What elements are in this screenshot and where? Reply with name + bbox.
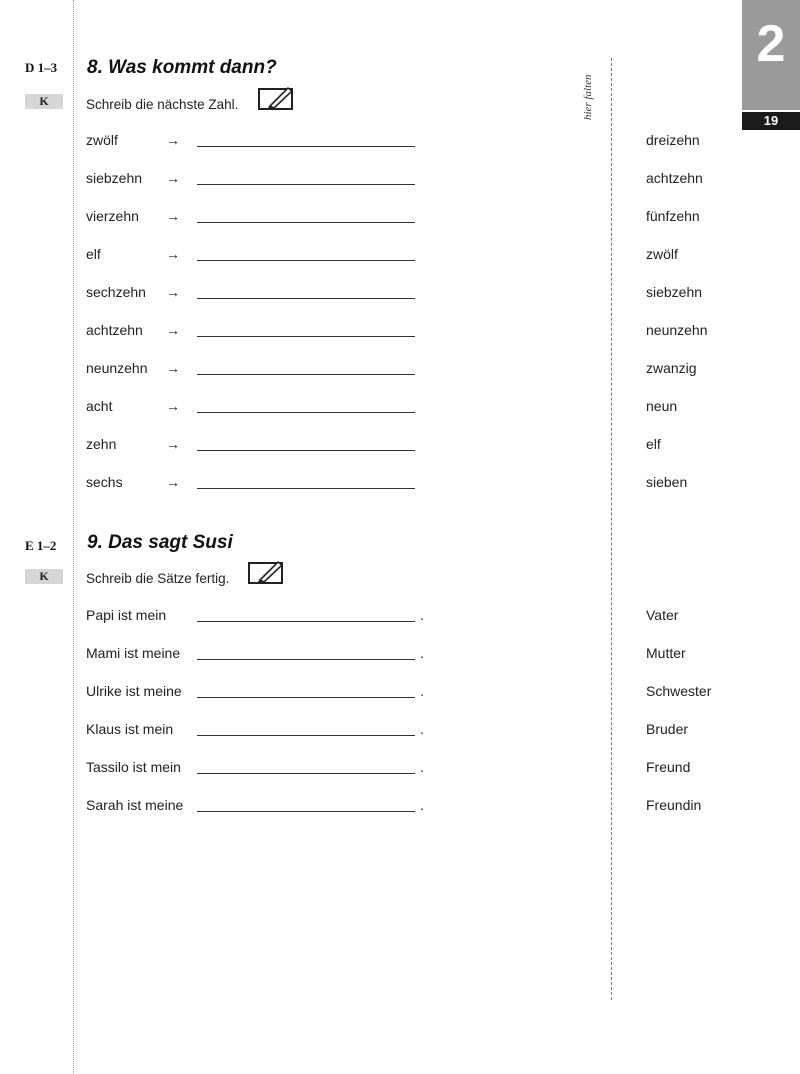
solution-word: Freundin — [646, 797, 702, 813]
answer-line[interactable] — [197, 260, 415, 261]
section-9-badge: K — [25, 569, 63, 584]
solution-word: Freund — [646, 759, 691, 775]
section-8-title: 8. Was kommt dann? — [87, 57, 277, 78]
fold-label: hier falten — [582, 74, 594, 120]
arrow-icon: → — [166, 132, 180, 148]
arrow-icon: → — [166, 474, 180, 490]
arrow-icon: → — [166, 322, 180, 338]
arrow-icon: → — [166, 170, 180, 186]
solution-word: zwanzig — [646, 360, 697, 376]
chapter-tab — [742, 0, 800, 110]
sentence-prompt: Klaus ist mein — [86, 721, 174, 737]
solution-word: Mutter — [646, 645, 686, 661]
sentence-period: . — [420, 759, 424, 775]
number-word: achtzehn — [86, 322, 143, 338]
sentence-prompt: Ulrike ist meine — [86, 683, 182, 699]
answer-line[interactable] — [197, 222, 415, 223]
section-8-badge: K — [25, 94, 63, 109]
solution-word: fünfzehn — [646, 208, 700, 224]
solution-word: dreizehn — [646, 132, 700, 148]
number-word: zehn — [86, 436, 117, 452]
number-word: neunzehn — [86, 360, 148, 376]
answer-line[interactable] — [197, 659, 415, 660]
pencil-icon — [248, 560, 284, 584]
solution-word: neunzehn — [646, 322, 708, 338]
page-number: 19 — [742, 112, 800, 130]
sentence-prompt: Tassilo ist mein — [86, 759, 181, 775]
number-word: zwölf — [86, 132, 118, 148]
number-word: siebzehn — [86, 170, 143, 186]
solution-word: Vater — [646, 607, 679, 623]
chapter-number: 2 — [756, 15, 786, 73]
number-word: sechs — [86, 474, 123, 490]
number-word: vierzehn — [86, 208, 139, 224]
arrow-icon: → — [166, 398, 180, 414]
sentence-prompt: Sarah ist meine — [86, 797, 184, 813]
answer-line[interactable] — [197, 621, 415, 622]
answer-line[interactable] — [197, 374, 415, 375]
number-word: elf — [86, 246, 101, 262]
sentence-period: . — [420, 645, 424, 661]
answer-line[interactable] — [197, 412, 415, 413]
arrow-icon: → — [166, 208, 180, 224]
section-9-instruction: Schreib die Sätze fertig. — [86, 571, 230, 586]
answer-line[interactable] — [197, 184, 415, 185]
pencil-icon — [258, 86, 294, 110]
section-8-code: D 1–3 — [25, 60, 58, 75]
answer-line[interactable] — [197, 811, 415, 812]
section-8-instruction: Schreib die nächste Zahl. — [86, 97, 239, 112]
solution-word: achtzehn — [646, 170, 703, 186]
number-word: sechzehn — [86, 284, 146, 300]
solution-word: Bruder — [646, 721, 689, 737]
sentence-period: . — [420, 683, 424, 699]
solution-word: neun — [646, 398, 678, 414]
answer-line[interactable] — [197, 450, 415, 451]
answer-line[interactable] — [197, 298, 415, 299]
section-9-code: E 1–2 — [25, 538, 57, 553]
arrow-icon: → — [166, 284, 180, 300]
solution-word: siebzehn — [646, 284, 703, 300]
sentence-period: . — [420, 797, 424, 813]
solution-word: elf — [646, 436, 661, 452]
arrow-icon: → — [166, 246, 180, 262]
number-word: acht — [86, 398, 113, 414]
fold-line — [611, 58, 612, 1000]
solution-word: sieben — [646, 474, 688, 490]
sentence-period: . — [420, 721, 424, 737]
arrow-icon: → — [166, 436, 180, 452]
sentence-period: . — [420, 607, 424, 623]
sentence-prompt: Mami ist meine — [86, 645, 181, 661]
answer-line[interactable] — [197, 697, 415, 698]
answer-line[interactable] — [197, 735, 415, 736]
arrow-icon: → — [166, 360, 180, 376]
answer-line[interactable] — [197, 146, 415, 147]
answer-line[interactable] — [197, 773, 415, 774]
answer-line[interactable] — [197, 336, 415, 337]
answer-line[interactable] — [197, 488, 415, 489]
section-9-title: 9. Das sagt Susi — [87, 532, 233, 553]
sentence-prompt: Papi ist mein — [86, 607, 167, 623]
solution-word: Schwester — [646, 683, 712, 699]
margin-line — [73, 0, 74, 1074]
solution-word: zwölf — [646, 246, 678, 262]
